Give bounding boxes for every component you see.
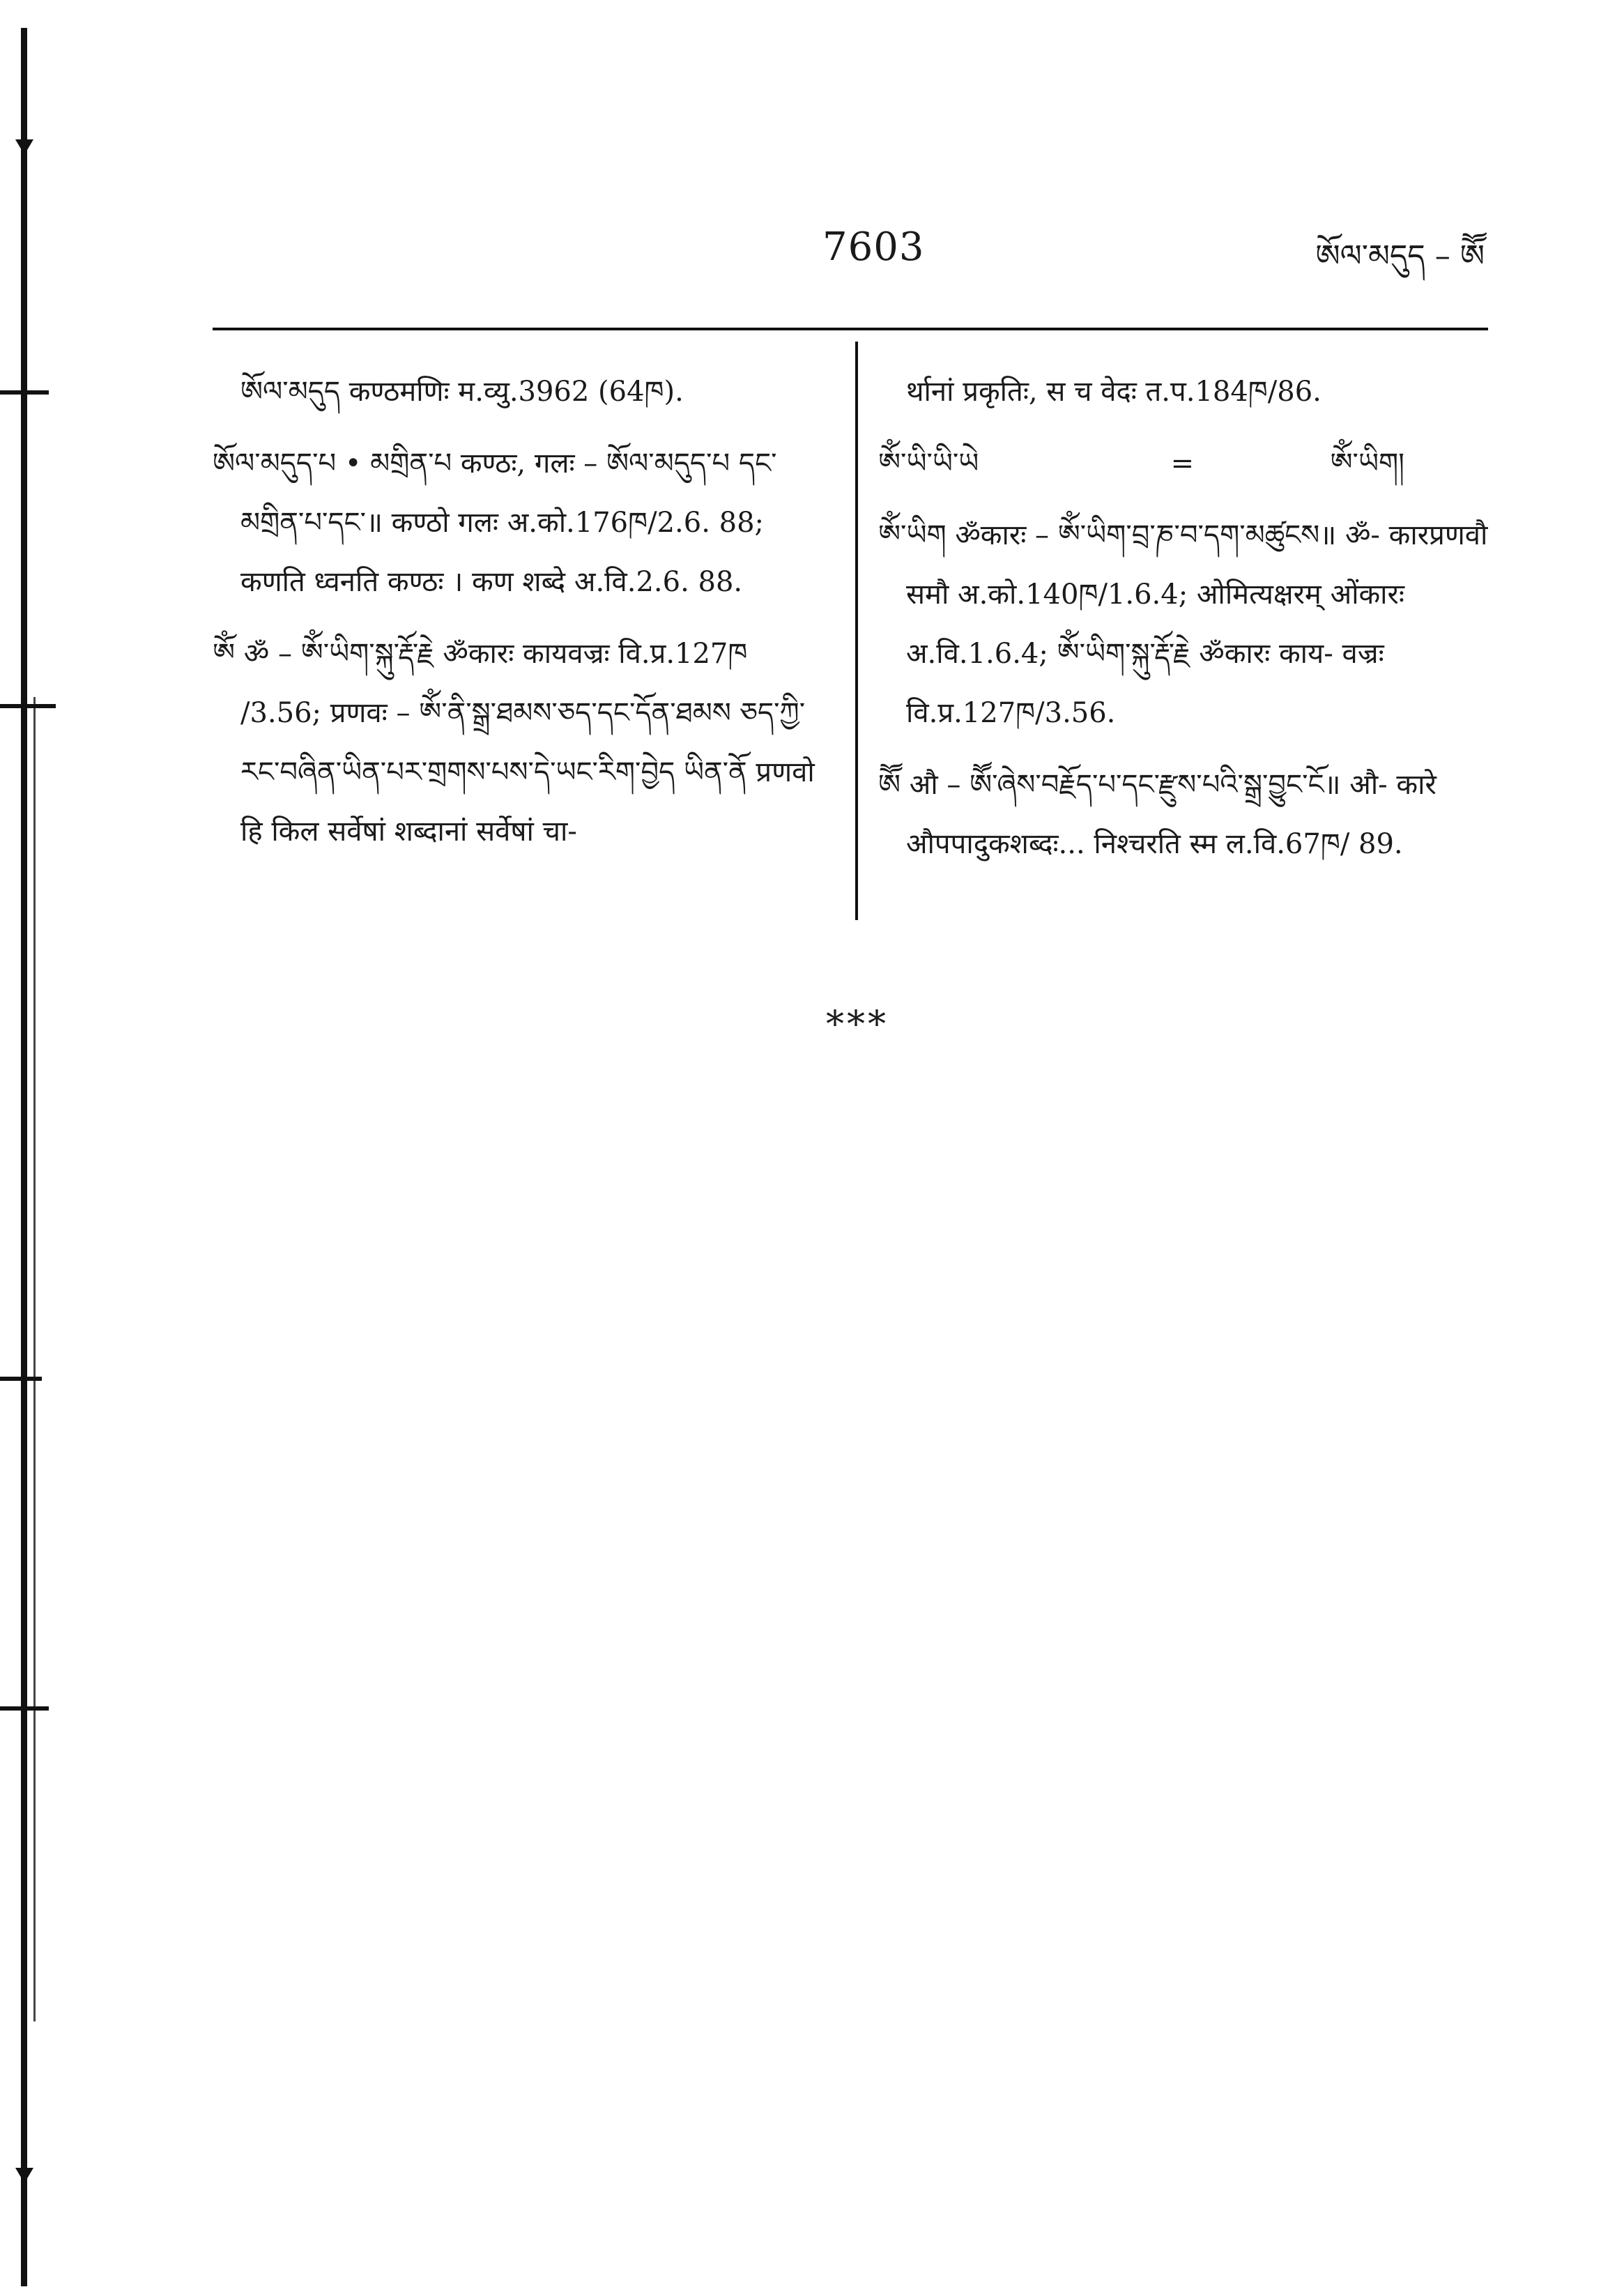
- binding-line: [21, 28, 27, 2286]
- equals-sign: =: [1170, 448, 1195, 480]
- page-number: 7603: [822, 224, 925, 270]
- binding-tick: [0, 390, 49, 395]
- binding-tick: [0, 1377, 42, 1381]
- entry-au: ཨཽ औ – ཨཽ་ཞེས་བརྗོད་པ་དང་རྫུས་པའི་སྒྲ་བྱུང་ངོ॥ औ- कारे औपपादुकशब्दः... निश्चरति स्म ल.वि.67ཁ/ 89.: [878, 769, 1437, 860]
- column-divider: [855, 342, 858, 920]
- entry-om-yig: ཨོཾ་ཡིག ॐकारः – ཨོཾ་ཡིག་བྲ་ཎ་བ་དག་མཚུངས॥ ॐ- कारप्रणवौ समौ अ.को.140ཁ/1.6.4; ओमित्यक्षरम् ओंकारः अ.वि.1.6.4; ཨོཾ་ཡིག་སྐུ་རྡོ་རྗེ ॐकारः काय- वज्रः वि.प्र.127ཁ/3.56.: [878, 519, 1488, 729]
- right-column: [878, 362, 1488, 887]
- binding-arrow: [15, 139, 33, 155]
- cross-reference: ཨོཾ་ཡིག།: [1330, 448, 1404, 480]
- section-end-stars: ***: [826, 1004, 889, 1046]
- binding-tick: [0, 704, 56, 708]
- left-column: [213, 362, 826, 874]
- entry-ol-mdud-pa: ཨོལ་མདུད་པ • མགྲིན་པ कण्ठः, गलः – ཨོལ་མདུད་པ དང་མགྲིན་པ་དང་॥ कण्ठो गलः अ.को.176ཁ/2.6. 88; कणति ध्वनति कण्ठः । कण शब्दे अ.वि.2.6. 88.: [213, 448, 777, 598]
- entry-om: ཨོཾ ॐ – ཨོཾ་ཡིག་སྐུ་རྡོ་རྗེ ॐकारः कायवज्रः वि.प्र.127ཁ /3.56; प्रणवः – ཨོཾ་ནི་སྒྲ་ཐམས་ཅད་དང་དོན་ཐམས ཅད་ཀྱི་རང་བཞིན་ཡིན་པར་གྲགས་པས་དེ་ཡང་རིག་བྱེད ཡིན་ནོ प्रणवो हि किल सर्वेषां शब्दानां सर्वेषां चा-: [213, 638, 815, 848]
- binding-edge: [0, 0, 77, 2287]
- binding-line-inner: [33, 697, 36, 2021]
- binding-tick: [0, 1706, 49, 1711]
- header-rule: [213, 328, 1488, 330]
- running-head: ཨོལ་མདུད – ཨཽ: [1315, 238, 1485, 274]
- binding-arrow: [15, 2168, 33, 2183]
- entry-om-continued: र्थानां प्रकृतिः, स च वेदः त.प.184ཁ/86.: [906, 376, 1322, 408]
- entry-ol-mdud: ཨོལ་མདུད कण्ठमणिः म.व्यु.3962 (64ཁ).: [240, 376, 684, 408]
- headword: ཨོཾ་ཡི་ཡི་ཡེ: [878, 448, 979, 480]
- entry-om-yi-yi-ye: [878, 434, 1488, 494]
